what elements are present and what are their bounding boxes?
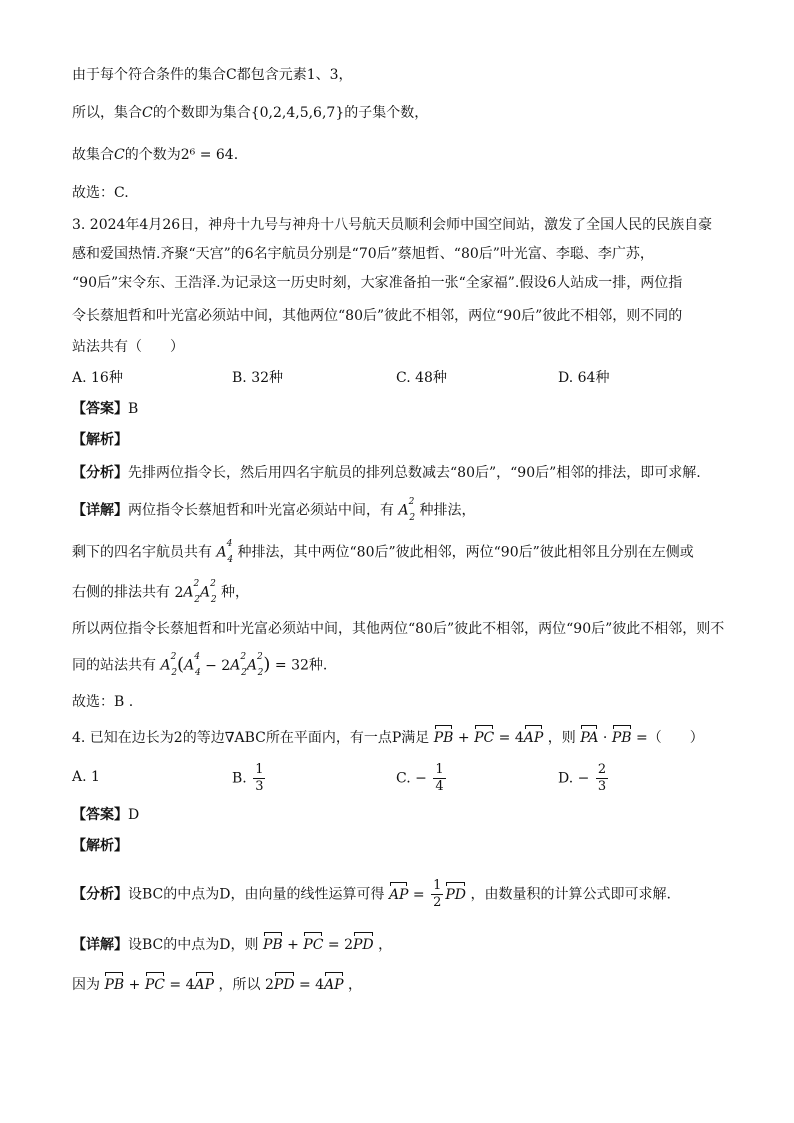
analysis-heading: 【解析】 — [72, 838, 128, 854]
option-d: D. 64种 — [558, 370, 610, 386]
question-4-options — [72, 762, 722, 802]
question-4-line: 4. 已知在边长为2的等边∇ABC所在平面内，有一点P满足 PB + PC = 4AP ，则 PA · PB =（ ） — [72, 727, 722, 749]
question-3-line: 3. 2024年4月26日，神舟十九号与神舟十八号航天员顺利会师中国空间站，激发了全国人民的民族自豪 — [72, 217, 713, 233]
analysis-line: 【分析】设BC的中点为D，由向量的线性运算可得 AP = $\frac{1}{2}$ PD ，由数量积的计算公式即可求解. — [72, 878, 671, 910]
detail-line: 【详解】两位指令长蔡旭哲和叶光富必须站中间，有 $A^2_2$ 种排法， — [72, 497, 476, 524]
analysis-line: 【分析】先排两位指令长，然后用四名宇航员的排列总数减去“80后”，“90后”相邻的排法，即可求解. — [72, 465, 701, 481]
question-3-line: 感和爱国热情.齐聚“天宫”的6名宇航员分别是“70后”蔡旭哲、“80后”叶光富、李聪、李广苏， — [72, 246, 654, 262]
text-line: 故选：C. — [72, 185, 129, 201]
text-line: 由于每个符合条件的集合C都包含元素1、3， — [72, 67, 353, 83]
question-3-line: 令长蔡旭哲和叶光富必须站中间，其他两位“80后”彼此不相邻，两位“90后”彼此不相邻，则不同的 — [72, 308, 683, 324]
question-3-line: “90后”宋令东、王浩泽.为记录这一历史时刻，大家准备拍一张“全家福”.假设6人站成一排，两位指 — [72, 275, 683, 291]
question-3-line: 站法共有（ ） — [72, 339, 184, 355]
option-b: B. $\frac{1}{3}$ — [232, 762, 264, 794]
text-line: 故集合C的个数为2⁶ = 64. — [72, 147, 239, 163]
answer-line: 【答案】D — [72, 807, 140, 823]
detail-line: 因为 PB + PC = 4AP ，所以 2PD = 4AP ， — [72, 974, 722, 996]
text-line: 所以，集合C的个数即为集合{0,2,4,5,6,7}的子集个数， — [72, 105, 429, 121]
detail-line: 故选：B . — [72, 694, 134, 710]
option-d: D. − $\frac{2}{3}$ — [558, 762, 607, 794]
option-a: A. 1 — [72, 769, 100, 785]
analysis-heading: 【解析】 — [72, 432, 128, 448]
detail-line: 【详解】设BC的中点为D，则 PB + PC = 2PD ， — [72, 934, 722, 956]
answer-line: 【答案】B — [72, 401, 139, 417]
option-b: B. 32种 — [232, 370, 284, 386]
detail-line: 右侧的排法共有 $2A^2_2A^2_2$ 种， — [72, 579, 250, 606]
option-a: A. 16种 — [72, 370, 123, 386]
detail-line: 所以两位指令长蔡旭哲和叶光富必须站中间，其他两位“80后”彼此不相邻，两位“90后”彼此不相邻，则不 — [72, 621, 725, 637]
option-c: C. 48种 — [396, 370, 447, 386]
option-c: C. − $\frac{1}{4}$ — [396, 762, 444, 794]
detail-line: 剩下的四名宇航员共有 $A^4_4$ 种排法，其中两位“80后”彼此相邻，两位“90后”彼此相邻且分别在左侧或 — [72, 539, 694, 566]
detail-line: 同的站法共有 $A^2_2(A^4_4 - 2A^2_2A^2_2) = 32$种. — [72, 652, 328, 679]
